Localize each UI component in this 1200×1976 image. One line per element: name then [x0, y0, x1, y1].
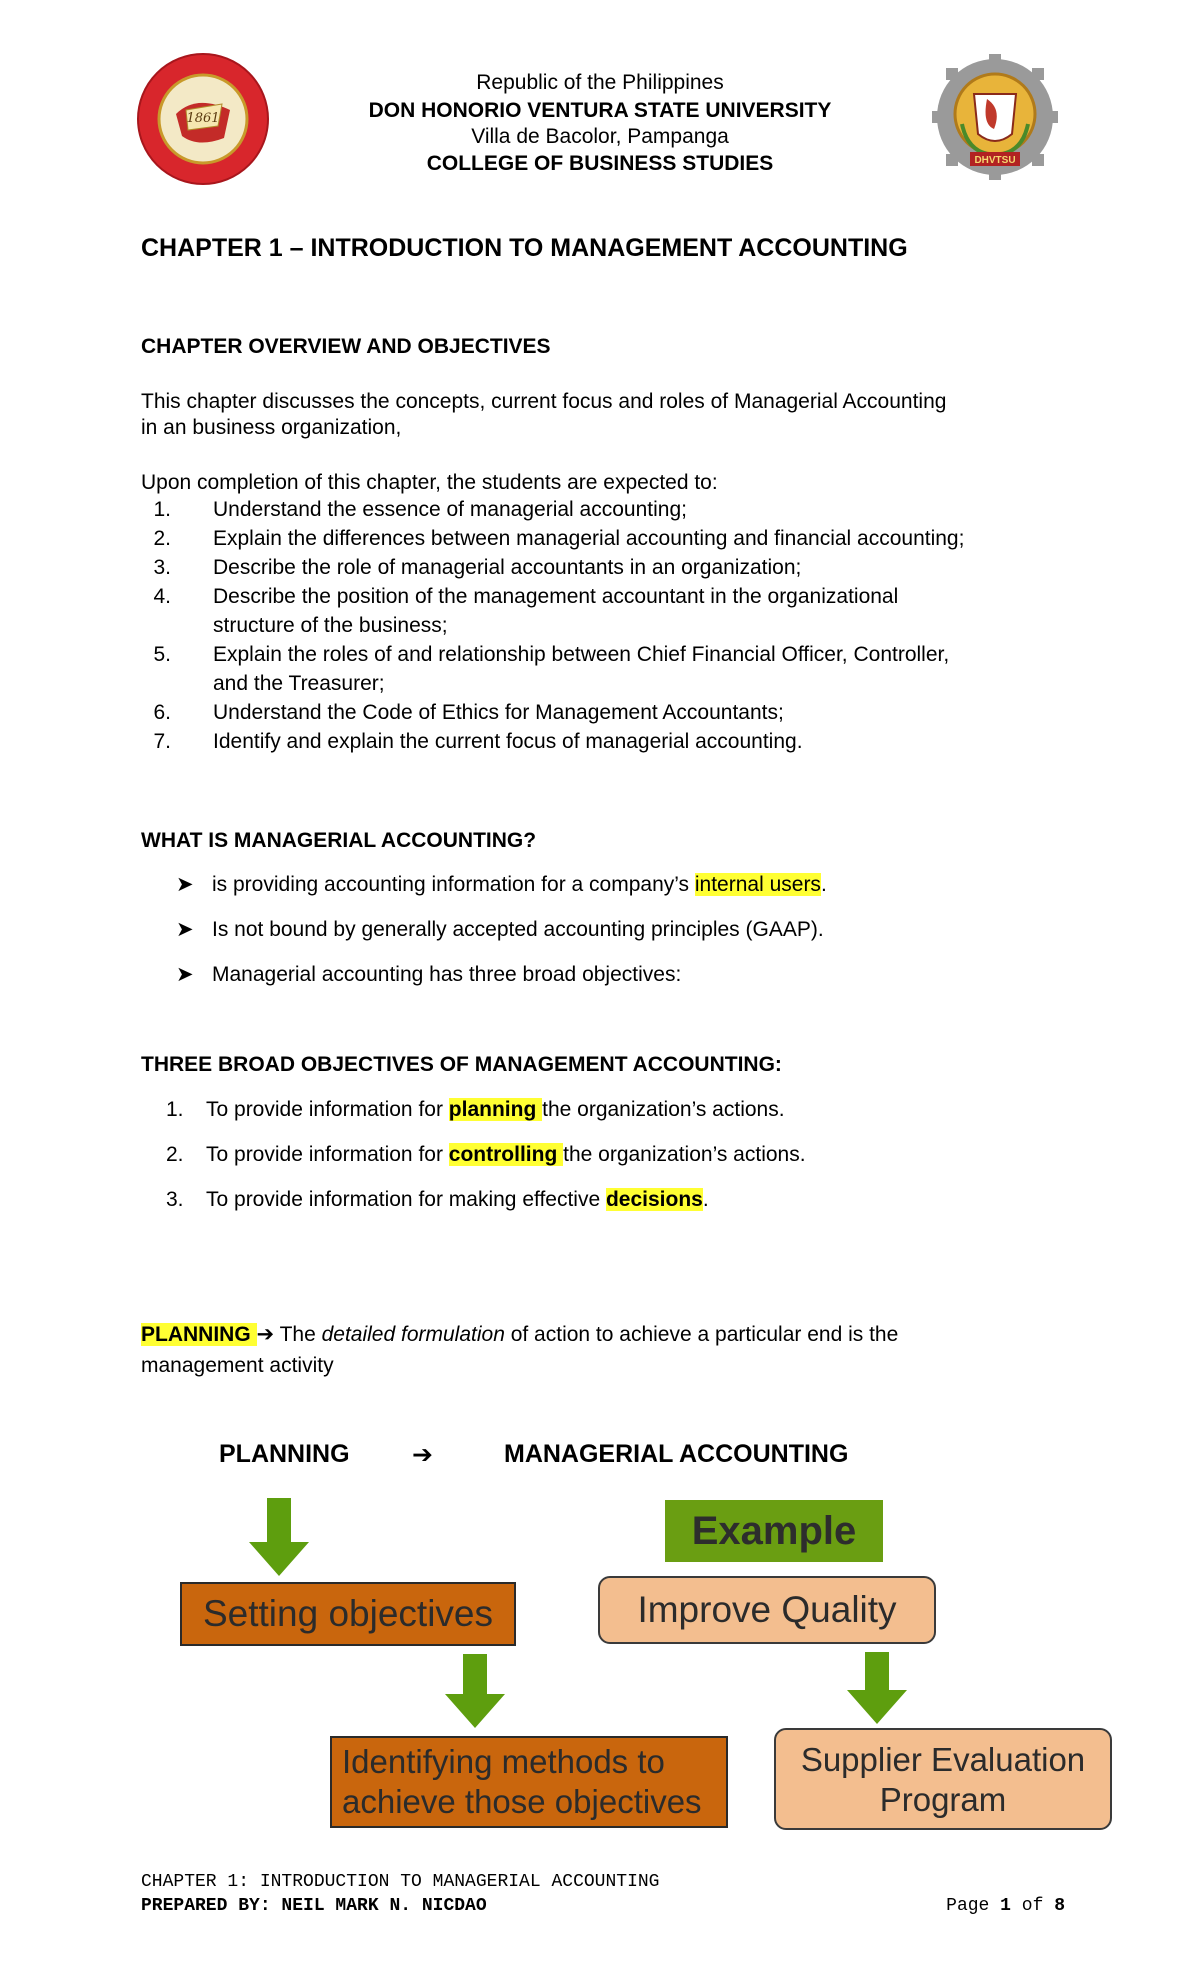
highlight-controlling: controlling [448, 1143, 564, 1166]
broad-objective-3: To provide information for making effective decisions. [206, 1188, 709, 1211]
what-is-bullet-1: is providing accounting information for a company’s internal users. [212, 873, 827, 896]
diagram-right-title: MANAGERIAL ACCOUNTING [504, 1440, 849, 1468]
footer-chapter: CHAPTER 1: INTRODUCTION TO MANAGERIAL ACCOUNTING [141, 1872, 660, 1892]
objective-num: 1. [166, 1098, 184, 1121]
highlight-planning-label: PLANNING [141, 1323, 257, 1346]
footer-page-number: Page 1 of 8 [946, 1896, 1065, 1916]
broad-objective-2: To provide information for controlling the organization’s actions. [206, 1143, 806, 1166]
diagram-left-title: PLANNING [219, 1440, 350, 1468]
identifying-methods-box: Identifying methods to achieve those objectives [330, 1736, 728, 1828]
objective-num: 3. [166, 1188, 184, 1211]
header-republic: Republic of the Philippines [476, 71, 724, 94]
right-arrow-icon: ➔ [256, 1323, 275, 1346]
planning-definition: PLANNING ➔ The detailed formulation of action to achieve a particular end is the [141, 1323, 899, 1346]
header-college: COLLEGE OF BUSINESS STUDIES [426, 152, 774, 175]
down-arrow-icon [443, 1654, 507, 1735]
footer-prepared-by: PREPARED BY: NEIL MARK N. NICDAO [141, 1896, 487, 1916]
supplier-evaluation-box: Supplier Evaluation Program [774, 1728, 1112, 1830]
improve-quality-box: Improve Quality [598, 1576, 936, 1644]
what-is-bullet-2: Is not bound by generally accepted accounting principles (GAAP). [212, 918, 824, 941]
chapter-title: CHAPTER 1 – INTRODUCTION TO MANAGEMENT ACCOUNTING [141, 234, 908, 262]
highlight-internal-users: internal users [694, 873, 821, 896]
seal-year: 1861 [186, 111, 220, 126]
diagram-arrow-icon: ➔ [412, 1441, 433, 1469]
bullet-arrow-icon: ➤ [176, 963, 194, 986]
overview-intro-line2: in an business organization, [141, 416, 402, 439]
setting-objectives-box: Setting objectives [180, 1582, 516, 1646]
example-label: Example [665, 1500, 883, 1562]
overview-heading: CHAPTER OVERVIEW AND OBJECTIVES [141, 335, 551, 358]
highlight-planning: planning [448, 1098, 543, 1121]
objective-num: 2. [166, 1143, 184, 1166]
highlight-decisions: decisions [605, 1188, 703, 1211]
bullet-arrow-icon: ➤ [176, 873, 194, 896]
header-university: DON HONORIO VENTURA STATE UNIVERSITY [368, 99, 832, 122]
what-is-heading: WHAT IS MANAGERIAL ACCOUNTING? [141, 829, 537, 852]
overview-intro-line1: This chapter discusses the concepts, current focus and roles of Managerial Accounting [141, 390, 947, 413]
down-arrow-icon [247, 1498, 311, 1583]
objectives-lead: Upon completion of this chapter, the students are expected to: [141, 471, 718, 494]
header-location: Villa de Bacolor, Pampanga [471, 125, 729, 148]
broad-objective-1: To provide information for planning the organization’s actions. [206, 1098, 785, 1121]
down-arrow-icon [845, 1652, 909, 1731]
bullet-arrow-icon: ➤ [176, 918, 194, 941]
what-is-bullet-3: Managerial accounting has three broad objectives: [212, 963, 682, 986]
three-objectives-heading: THREE BROAD OBJECTIVES OF MANAGEMENT ACCOUNTING: [141, 1053, 782, 1076]
planning-definition-line2: management activity [141, 1354, 334, 1377]
seal-text: DHVTSU [974, 155, 1016, 166]
